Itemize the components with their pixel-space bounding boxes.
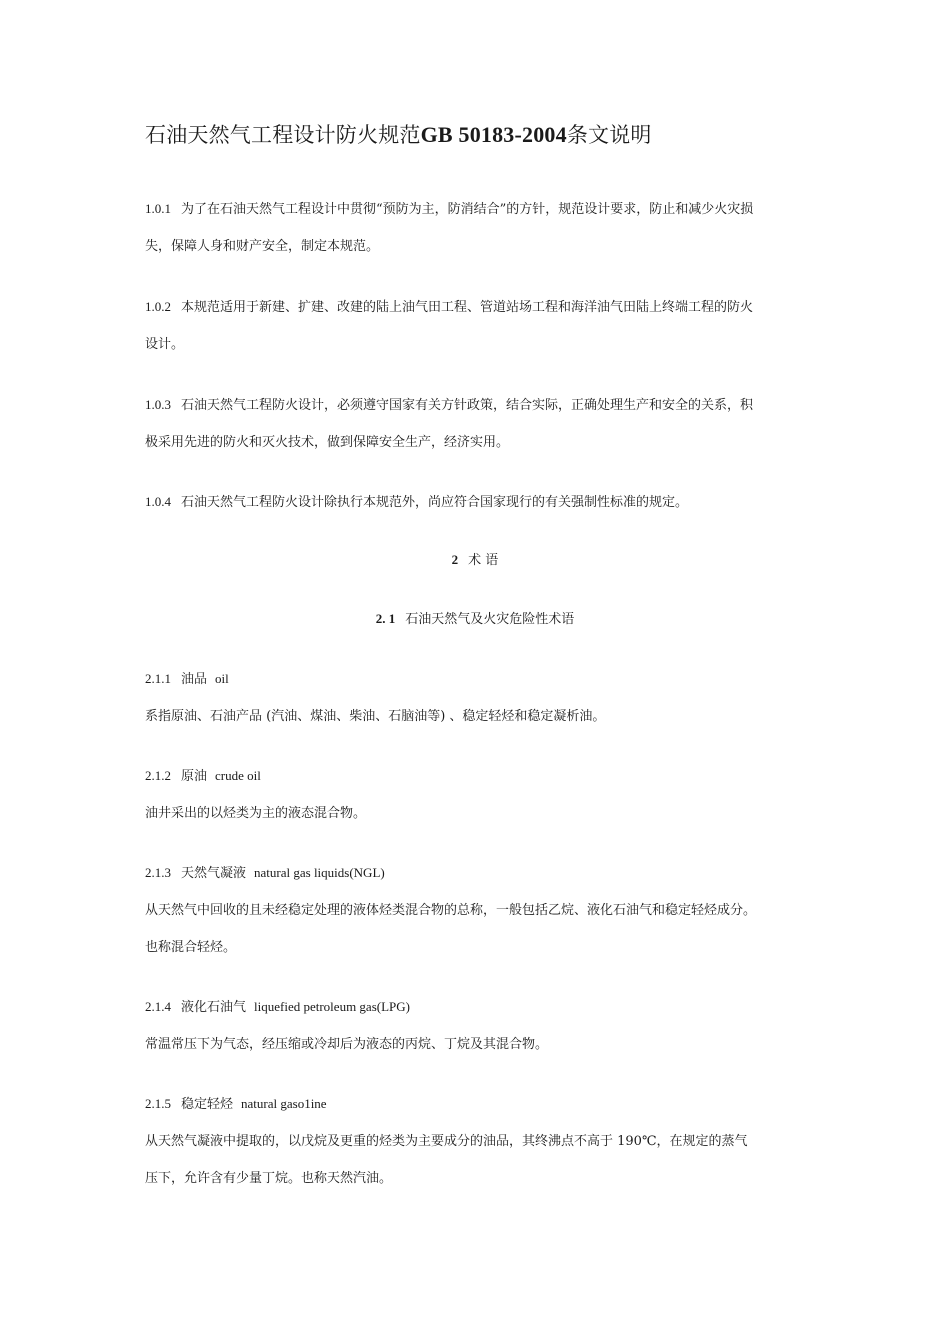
- term-en: natural gaso1ine: [241, 1096, 327, 1111]
- chapter-title: 术 语: [468, 553, 499, 568]
- term-en: crude oil: [215, 768, 261, 783]
- clause-text: 石油天然气工程防火设计除执行本规范外，尚应符合国家现行的有关强制性标准的规定。: [181, 495, 689, 510]
- term-zh: 油品: [181, 672, 208, 687]
- term-2-1-2-heading: [145, 765, 261, 788]
- term-en: liquefied petroleum gas(LPG): [254, 999, 410, 1014]
- clause-number: 1.0.2: [145, 299, 171, 314]
- term-zh: 原油: [181, 769, 208, 784]
- document-title: [145, 119, 652, 151]
- term-2-1-3-definition-line-2: 也称混合轻烃。: [145, 940, 237, 955]
- section-title: 石油天然气及火灾危险性术语: [405, 612, 575, 627]
- term-en: natural gas liquids(NGL): [254, 865, 385, 880]
- term-zh: 天然气凝液: [181, 866, 247, 881]
- clause-1-0-2-line-1: [145, 296, 753, 319]
- term-2-1-1-heading: [145, 668, 229, 691]
- chapter-number: 2: [451, 552, 459, 567]
- clause-number: 1.0.1: [145, 201, 171, 216]
- section-number: 2. 1: [375, 611, 396, 626]
- clause-number: 1.0.3: [145, 397, 171, 412]
- term-en: oil: [215, 671, 229, 686]
- term-2-1-3-heading: [145, 862, 385, 885]
- term-number: 2.1.5: [145, 1096, 171, 1111]
- clause-1-0-3-line-2: 极采用先进的防火和灭火技术，做到保障安全生产，经济实用。: [145, 435, 510, 450]
- term-2-1-3-definition-line-1: 从天然气中回收的且未经稳定处理的液体烃类混合物的总称，一般包括乙烷、液化石油气和稳定轻烃成分。: [145, 903, 757, 918]
- term-2-1-5-definition-line-2: 压下，允许含有少量丁烷。也称天然汽油。: [145, 1171, 393, 1186]
- title-suffix: 条文说明: [566, 123, 652, 147]
- term-number: 2.1.3: [145, 865, 171, 880]
- clause-text: 石油天然气工程防火设计，必须遵守国家有关方针政策，结合实际，正确处理生产和安全的关系，积: [181, 398, 754, 413]
- term-2-1-2-definition: 油井采出的以烃类为主的液态混合物。: [145, 806, 367, 821]
- clause-text: 本规范适用于新建、扩建、改建的陆上油气田工程、管道站场工程和海洋油气田陆上终端工程的防火: [181, 300, 754, 315]
- term-2-1-4-definition: 常温常压下为气态，经压缩或冷却后为液态的丙烷、丁烷及其混合物。: [145, 1037, 549, 1052]
- clause-text: 为了在石油天然气工程设计中贯彻“预防为主，防消结合”的方针，规范设计要求，防止和减少火灾损: [181, 202, 754, 217]
- term-zh: 稳定轻烃: [181, 1097, 234, 1112]
- term-number: 2.1.4: [145, 999, 171, 1014]
- term-zh: 液化石油气: [181, 1000, 247, 1015]
- title-code: GB 50183-2004: [420, 122, 567, 147]
- section-heading: [0, 608, 950, 631]
- clause-1-0-1-line-1: [145, 198, 753, 221]
- clause-number: 1.0.4: [145, 494, 171, 509]
- term-2-1-1-definition: 系指原油、石油产品 (汽油、煤油、柴油、石脑油等) 、稳定轻烃和稳定凝析油。: [145, 709, 606, 724]
- term-2-1-5-heading: [145, 1093, 327, 1116]
- term-2-1-5-definition-line-1: 从天然气凝液中提取的，以戊烷及更重的烃类为主要成分的油品，其终沸点不高于 190℃，在规定的蒸气: [145, 1134, 748, 1149]
- chapter-heading: [0, 549, 950, 572]
- term-number: 2.1.2: [145, 768, 171, 783]
- clause-1-0-3-line-1: [145, 394, 753, 417]
- title-prefix: 石油天然气工程设计防火规范: [145, 123, 421, 147]
- clause-1-0-1-line-2: 失，保障人身和财产安全，制定本规范。: [145, 239, 380, 254]
- term-2-1-4-heading: [145, 996, 410, 1019]
- clause-1-0-2-line-2: 设计。: [145, 337, 185, 352]
- term-number: 2.1.1: [145, 671, 171, 686]
- clause-1-0-4-line-1: [145, 491, 688, 514]
